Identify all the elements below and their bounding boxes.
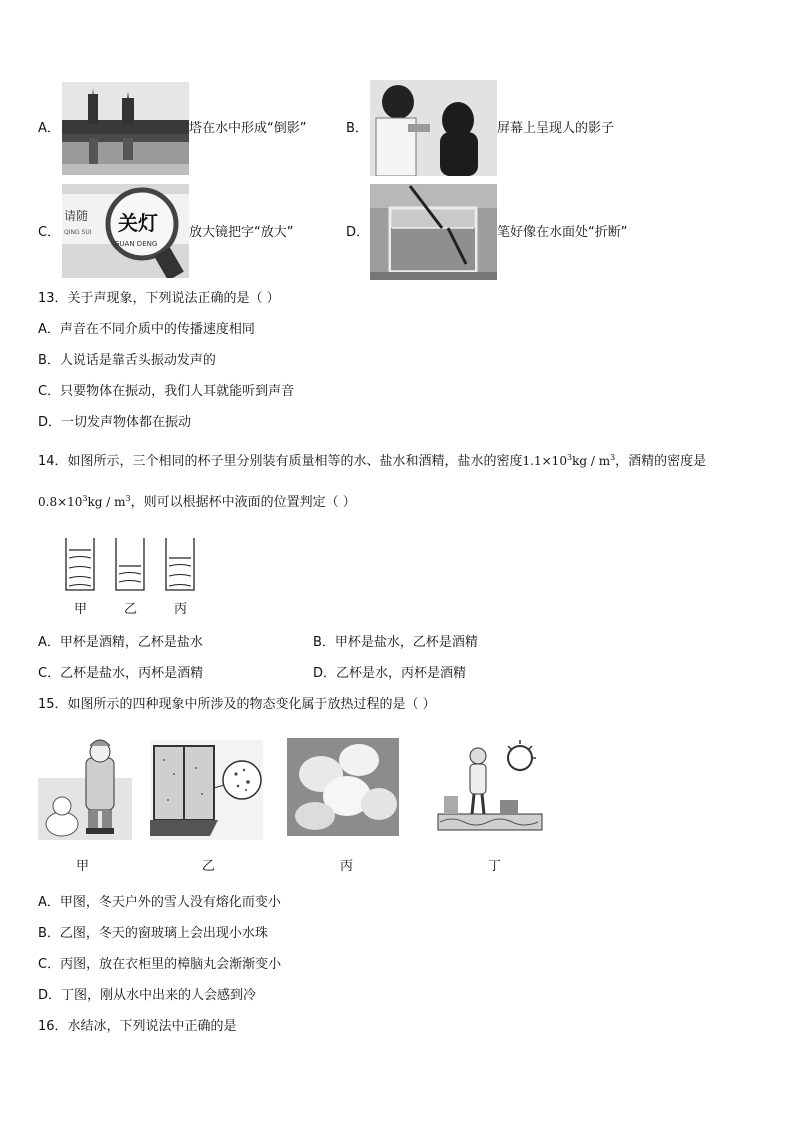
cup-label-bing: 丙	[174, 602, 188, 617]
cup-yi-icon	[116, 538, 144, 590]
q14-salt-density: $1.1\times 10^3kg / m^3$	[522, 453, 616, 468]
figure-label-yi: 乙	[202, 859, 216, 874]
svg-text:QING SUI: QING SUI	[64, 229, 92, 236]
q14-stem-part1: 14．如图所示，三个相同的杯子里分别装有质量相等的水、盐水和酒精，盐水的密度	[38, 454, 523, 469]
q12-option-c-letter: C．	[38, 225, 61, 240]
q15-stem: 15．如图所示的四种现象中所涉及的物态变化属于放热过程的是（ ）	[38, 697, 436, 712]
q12-option-a-letter: A．	[38, 121, 60, 136]
q14-option-a: A．甲杯是酒精，乙杯是盐水	[38, 635, 203, 650]
q14-option-b: B．甲杯是盐水，乙杯是酒精	[313, 635, 478, 650]
magnifier-photo-small-text: 请随	[64, 209, 89, 223]
q14-stem-part2: ，酒精的密度是	[615, 454, 707, 469]
q12-option-b-text: 屏幕上呈现人的影子	[497, 121, 615, 136]
frosted-window-icon	[150, 740, 263, 840]
cup-label-yi: 乙	[124, 602, 138, 617]
three-cups-figure	[60, 536, 200, 620]
figure-label-jia: 甲	[76, 859, 90, 874]
q13-option-a: A．声音在不同介质中的传播速度相同	[38, 322, 255, 337]
cup-label-jia: 甲	[74, 602, 88, 617]
q13-stem: 13．关于声现象，下列说法正确的是（ ）	[38, 291, 280, 306]
snowman-cartoon-icon	[38, 738, 132, 840]
shadow-on-screen-photo-icon	[370, 80, 497, 176]
q16-stem: 16．水结冰，下列说法中正确的是	[38, 1019, 237, 1034]
pagoda-reflection-photo-icon	[62, 82, 189, 175]
q14-option-c: C．乙杯是盐水，丙杯是酒精	[38, 666, 204, 681]
cup-jia-icon	[66, 538, 94, 590]
q15-option-a: A．甲图，冬天户外的雪人没有熔化而变小	[38, 895, 281, 910]
q12-option-b-letter: B．	[346, 121, 368, 136]
cup-bing-icon	[166, 538, 194, 590]
q13-option-d: D．一切发声物体都在振动	[38, 415, 192, 430]
q15-option-d: D．丁图，刚从水中出来的人会感到冷	[38, 988, 257, 1003]
magnifier-photo-icon	[62, 184, 189, 278]
q12-option-d-text: 笔好像在水面处“折断”	[497, 225, 628, 240]
q13-option-b: B．人说话是靠舌头振动发声的	[38, 353, 216, 368]
q15-option-c: C．丙图，放在衣柜里的樟脑丸会渐渐变小	[38, 957, 282, 972]
q12-option-d-letter: D．	[346, 225, 370, 240]
q14-stem-line1	[38, 452, 706, 471]
q14-option-d: D．乙杯是水，丙杯是酒精	[313, 666, 467, 681]
q12-option-c-text: 放大镜把字“放大”	[189, 225, 294, 240]
q14-stem-line2	[38, 493, 356, 512]
magnifier-photo-big-text: 关灯	[118, 211, 158, 235]
q14-alcohol-density: $0.8\times 10^3kg / m^3$	[38, 494, 131, 509]
pencil-in-water-photo-icon	[370, 184, 497, 280]
q12-option-a-text: 塔在水中形成“倒影”	[189, 121, 307, 136]
figure-label-bing: 丙	[340, 859, 354, 874]
q14-stem-part3: ，则可以根据杯中液面的位置判定（ ）	[130, 495, 356, 510]
svg-text:GUAN DENG: GUAN DENG	[114, 240, 158, 248]
q15-option-b: B．乙图，冬天的窗玻璃上会出现小水珠	[38, 926, 268, 941]
swimmer-cold-cartoon-icon	[432, 738, 546, 838]
q13-option-c: C．只要物体在振动，我们人耳就能听到声音	[38, 384, 295, 399]
figure-label-ding: 丁	[488, 859, 502, 874]
mothballs-photo-icon	[287, 738, 399, 836]
